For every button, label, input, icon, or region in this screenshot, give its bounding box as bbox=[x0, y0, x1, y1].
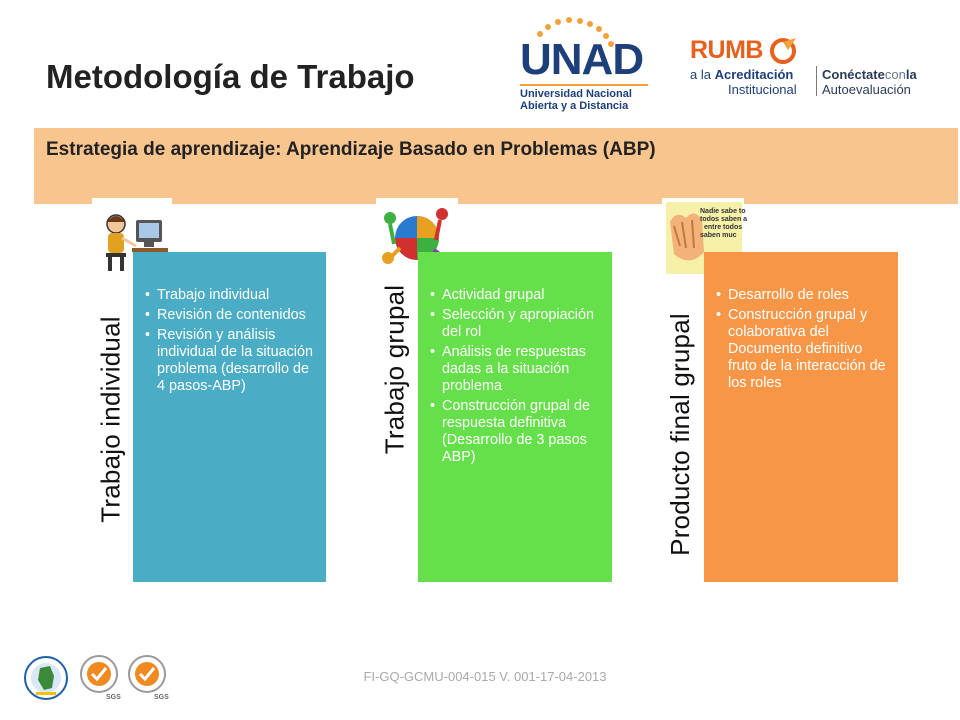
rumbo-line1: a la bbox=[690, 67, 711, 82]
rumbo-connect-1: Conéctate bbox=[822, 67, 885, 82]
document-code: FI-GQ-GCMU-004-015 V. 001-17-04-2013 bbox=[363, 669, 607, 684]
sgs-label: SGS bbox=[154, 694, 169, 701]
image-caption-line: todos saben a bbox=[700, 216, 748, 223]
list-item: • Revisión de contenidos bbox=[143, 307, 316, 324]
rumbo-wordmark: RUMB bbox=[690, 36, 763, 64]
unad-wordmark: UNAD bbox=[520, 35, 644, 84]
unad-logo bbox=[518, 12, 648, 112]
rumbo-connect-3: la bbox=[905, 67, 917, 82]
list-item: • Análisis de respuestas dadas a la situación problema bbox=[428, 344, 602, 395]
rumbo-self-eval: Autoevaluación bbox=[822, 82, 911, 97]
list-item: • Revisión y análisis individual de la situación problema (desarrollo de 4 pasos-ABP) bbox=[143, 327, 316, 395]
strategy-banner-text: Estrategia de aprendizaje: Aprendizaje Basado en Problemas (ABP) bbox=[46, 139, 656, 160]
list-item: • Construcción grupal de respuesta definitiva (Desarrollo de 3 pasos ABP) bbox=[428, 398, 602, 466]
page-title: Metodología de Trabajo bbox=[46, 58, 415, 95]
list-item: • Actividad grupal bbox=[428, 287, 602, 304]
compass-icon bbox=[768, 36, 802, 66]
rumbo-logo bbox=[690, 36, 930, 100]
rumbo-institutional: Institucional bbox=[728, 82, 797, 97]
panel-grupal bbox=[418, 252, 612, 582]
unad-name-line1: Universidad Nacional bbox=[520, 88, 632, 100]
strategy-banner bbox=[34, 128, 958, 204]
list-item: • Desarrollo de roles bbox=[714, 287, 888, 304]
unad-name-line2: Abierta y a Distancia bbox=[520, 100, 629, 112]
colombia-seal-icon bbox=[22, 654, 70, 702]
image-caption-line: Nadie sabe to bbox=[700, 208, 746, 215]
footer-seals bbox=[20, 652, 170, 708]
sgs-label: SGS bbox=[106, 694, 121, 701]
image-caption-line: saben muc bbox=[700, 232, 737, 239]
list-item: • Selección y apropiación del rol bbox=[428, 307, 602, 341]
list-item: • Construcción grupal y colaborativa del Documento definitivo fruto de la interacción de los roles bbox=[714, 307, 888, 392]
column-label-grupal: Trabajo grupal bbox=[379, 284, 410, 454]
rumbo-connect-2: con bbox=[884, 67, 906, 82]
panel-producto bbox=[704, 252, 898, 582]
image-caption-line: entre todos bbox=[704, 224, 743, 231]
rumbo-accreditation: Acreditación bbox=[714, 67, 794, 82]
list-item: • Trabajo individual bbox=[143, 287, 316, 304]
column-label-producto: Producto final grupal bbox=[664, 312, 695, 556]
column-label-individual: Trabajo individual bbox=[95, 315, 126, 523]
panel-individual bbox=[133, 252, 326, 582]
